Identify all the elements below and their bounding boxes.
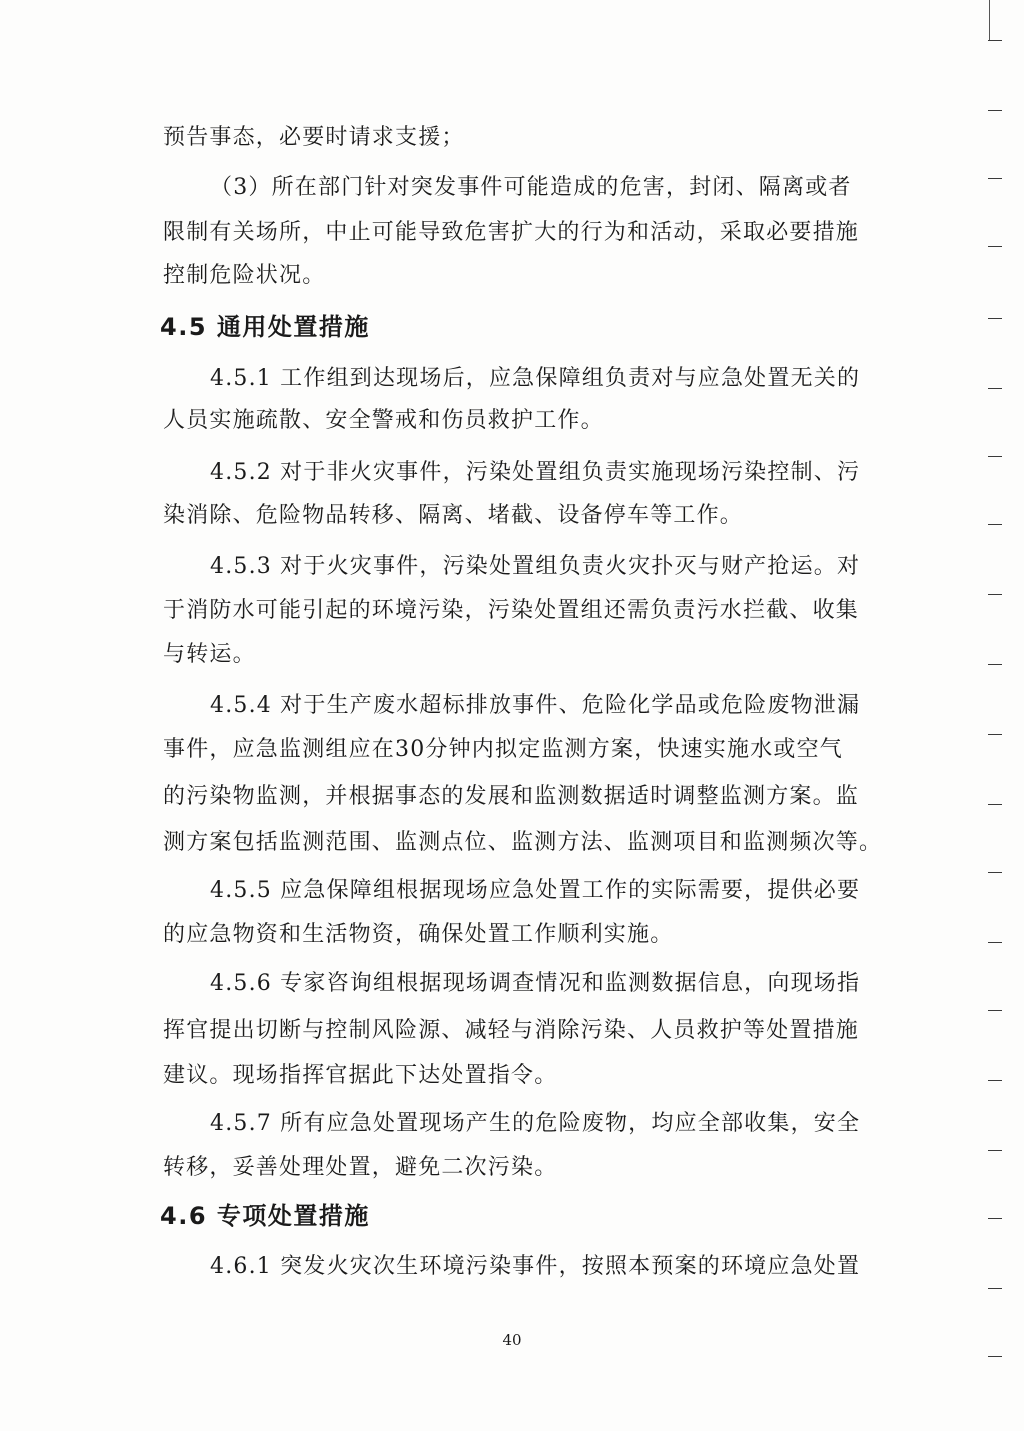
scan-edge-mark: [988, 524, 1002, 525]
scan-edge-mark: [988, 178, 1002, 179]
scan-edge-mark: [988, 318, 1002, 319]
body-text-line: 4.6.1 突发火灾次生环境污染事件，按照本预案的环境应急处置: [210, 1254, 861, 1279]
page-number: 40: [502, 1331, 522, 1349]
scan-edge-mark: [988, 664, 1002, 665]
body-text-line: 挥官提出切断与控制风险源、减轻与消除污染、人员救护等处置措施: [163, 1018, 860, 1043]
scan-edge-mark: [988, 456, 1002, 457]
scan-edge-mark: [988, 734, 1002, 735]
body-text-line: 4.5.7 所有应急处置现场产生的危险废物，均应全部收集，安全: [210, 1111, 861, 1136]
body-text-line: 4.5.3 对于火灾事件，污染处置组负责火灾扑灭与财产抢运。对: [210, 554, 861, 579]
body-text-line: 转移，妥善处理处置，避免二次污染。: [163, 1155, 558, 1180]
body-text-line: 4.5.4 对于生产废水超标排放事件、危险化学品或危险废物泄漏: [210, 693, 861, 718]
scan-edge-mark: [988, 40, 1002, 41]
body-text-line: 的应急物资和生活物资，确保处置工作顺利实施。: [163, 922, 674, 947]
body-text-line: （3）所在部门针对突发事件可能造成的危害，封闭、隔离或者: [210, 175, 852, 200]
body-text-line: 建议。现场指挥官据此下达处置指令。: [163, 1063, 558, 1088]
body-text-line: 于消防水可能引起的环境污染，污染处置组还需负责污水拦截、收集: [163, 598, 860, 623]
scan-edge-mark: [988, 1288, 1002, 1289]
body-text-line: 限制有关场所，中止可能导致危害扩大的行为和活动，采取必要措施: [163, 220, 860, 245]
scan-edge-mark: [988, 1356, 1002, 1357]
section-heading-4-5: 4.5 通用处置措施: [160, 313, 370, 341]
scan-edge-mark: [988, 804, 1002, 805]
body-text-line: 染消除、危险物品转移、隔离、堵截、设备停车等工作。: [163, 503, 744, 528]
scan-edge-mark: [988, 1218, 1002, 1219]
body-text-line: 事件，应急监测组应在30分钟内拟定监测方案，快速实施水或空气: [163, 737, 843, 762]
body-text-line: 与转运。: [163, 642, 256, 667]
scan-edge-mark: [988, 594, 1002, 595]
body-text-line: 4.5.2 对于非火灾事件，污染处置组负责实施现场污染控制、污: [210, 460, 861, 485]
scan-edge-line: [989, 0, 990, 40]
scan-edge-mark: [988, 388, 1002, 389]
body-text-line: 控制危险状况。: [163, 263, 326, 288]
scan-edge-mark: [988, 942, 1002, 943]
scan-edge-mark: [988, 1080, 1002, 1081]
body-text-line: 4.5.5 应急保障组根据现场应急处置工作的实际需要，提供必要: [210, 878, 861, 903]
scan-edge-mark: [988, 110, 1002, 111]
body-text-line: 预告事态，必要时请求支援；: [163, 125, 465, 150]
scan-edge-mark: [988, 246, 1002, 247]
body-text-line: 的污染物监测，并根据事态的发展和监测数据适时调整监测方案。监: [163, 784, 860, 809]
scan-edge-mark: [988, 872, 1002, 873]
scan-edge-mark: [988, 1150, 1002, 1151]
body-text-line: 4.5.6 专家咨询组根据现场调查情况和监测数据信息，向现场指: [210, 971, 861, 996]
body-text-line: 人员实施疏散、安全警戒和伤员救护工作。: [163, 408, 604, 433]
scan-edge-mark: [988, 1010, 1002, 1011]
section-heading-4-6: 4.6 专项处置措施: [160, 1202, 370, 1230]
body-text-line: 4.5.1 工作组到达现场后，应急保障组负责对与应急处置无关的: [210, 366, 861, 391]
body-text-line: 测方案包括监测范围、监测点位、监测方法、监测项目和监测频次等。: [163, 830, 883, 855]
